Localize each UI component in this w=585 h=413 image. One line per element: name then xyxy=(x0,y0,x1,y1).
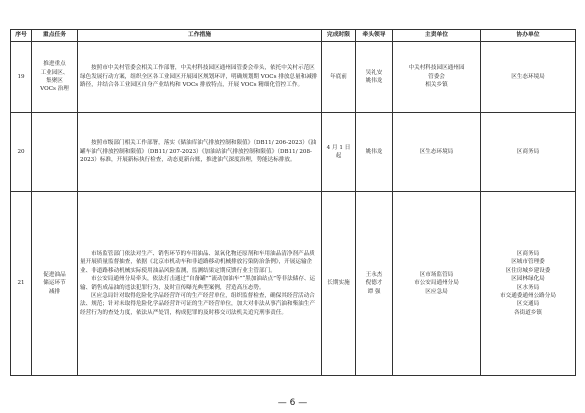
header-task: 重点任务 xyxy=(32,30,78,42)
main-unit: 区市场监管局 xyxy=(419,271,454,278)
main-unit: 区应急局 xyxy=(425,288,448,295)
measures-text: 按照市中关村管委会相关工作部署，中关村科技园区通州园管委会牵头，依托中关村示范区绿色发展行动方案，组织全区各工业园区开展园区规划环评，明确规划期 VOCs 排放总量和减排路径，并结合各工业园区自身产业结构和 VOCs 排放特点，开展 VOCs 精细化管控工作。 xyxy=(80,65,318,89)
support-unit: 区住房城乡建设委 xyxy=(505,267,551,274)
table-row-19 xyxy=(11,42,576,113)
support-unit: 区交通局 xyxy=(516,301,540,308)
task-cell xyxy=(32,113,78,192)
page-number: — 6 — xyxy=(277,398,308,408)
header-main-unit: 主责单位 xyxy=(393,30,481,42)
task-line: VOCs 治理 xyxy=(40,86,69,93)
task-line: 集聚区 xyxy=(46,78,63,84)
support-unit: 区商务局 xyxy=(516,250,540,257)
support-unit: 区生态环境局 xyxy=(511,73,545,80)
support-unit-cell xyxy=(481,113,576,192)
main-unit: 相关乡镇 xyxy=(425,82,448,89)
deadline-cell: 长期实施 xyxy=(322,192,356,376)
task-table xyxy=(10,29,576,376)
support-unit: 区城市管理委 xyxy=(511,259,545,266)
support-unit-cell xyxy=(481,192,576,376)
lead-name: 王永杰 xyxy=(365,271,383,278)
header-lead: 牵头领导 xyxy=(356,30,393,42)
main-unit: 管委会 xyxy=(428,73,445,80)
header-deadline: 完成时限 xyxy=(322,30,356,42)
main-unit-cell xyxy=(393,192,481,376)
support-unit-cell xyxy=(481,42,576,113)
lead-name: 姚伟龙 xyxy=(365,78,383,84)
main-unit: 中关村科技园区通州园 xyxy=(408,65,465,72)
deadline-cell: 4 月 1 日起 xyxy=(322,113,356,192)
measures-cell xyxy=(78,113,322,192)
task-line: 储运环节 xyxy=(43,280,66,287)
main-unit-cell xyxy=(393,113,481,192)
task-line: 推进重点 xyxy=(43,61,66,68)
lead-cell xyxy=(356,113,393,192)
task-cell xyxy=(32,192,78,376)
deadline-cell: 年底前 xyxy=(322,42,356,113)
main-unit: 市公安局通州分局 xyxy=(414,280,459,287)
measures-text: 按照市级部门相关工作部署，落实《储油库油气排放控制和限值》（DB11/ 206-2023）《油罐车油气排放控制和限值》（DB11/ 207-2023）《加油站油气排放控制和限值》（DB11/ 208-2023）标准，开展新标执行检查，动态更新台账，推进油气深度治理，势能达标排放。 xyxy=(80,140,317,164)
support-unit: 区园林绿化局 xyxy=(511,276,545,283)
table-row-21 xyxy=(11,192,576,376)
measures-cell xyxy=(78,192,322,376)
support-unit: 区水务局 xyxy=(516,284,540,291)
table-header-row xyxy=(11,30,576,42)
lead-name: 倪德才 xyxy=(365,280,383,287)
lead-name: 姚伟龙 xyxy=(365,148,383,155)
table-row-20 xyxy=(11,113,576,192)
lead-name: 吴礼安 xyxy=(365,69,383,76)
measures-paragraph: 市场监管部门依法对生产、销售环节的车用油品、氮氧化物还原剂和车用油品清净剂产品质量开展质量监督抽查，依据《北京市机动车和非道路移动机械排放污染防治条例》，开展运输企业、非道路移动机械实际使用油品风险监测，监测结果定期反馈行业主管部门。 xyxy=(80,250,315,274)
support-unit: 区商务局 xyxy=(516,148,540,155)
task-line: 减排 xyxy=(48,288,61,295)
measures-cell xyxy=(78,42,322,113)
main-unit-cell xyxy=(393,42,481,113)
support-unit: 市交通委通州公路分局 xyxy=(500,292,556,299)
seq-cell: 19 xyxy=(11,42,32,113)
seq-cell: 21 xyxy=(11,192,32,376)
measures-paragraph: 区应急局针对取得危险化学品经营许可的生产经营单位，组织监督检查，确保其经营活动合法、规范；针对未取得危险化学品经营许可证的生产经营单位，加大对非法从事汽油和柴油生产经营行为的查处力度，依法从严处罚，构成犯罪的及时移交司法机关追究刑事责任。 xyxy=(80,292,315,316)
task-line: 促进油品 xyxy=(43,271,66,278)
task-line: 工业园区、 xyxy=(40,69,69,76)
header-seq: 序号 xyxy=(11,30,32,42)
lead-cell xyxy=(356,42,393,113)
task-cell xyxy=(32,42,78,113)
lead-cell xyxy=(356,192,393,376)
measures-paragraph: 市公安局通州分局牵头，依法打击通过“自备罐”“流动加油车”“黑加油站点”等非法储存、运输、销售成品油的违法犯罪行为，及时宣传曝光典型案例，营造高压态势。 xyxy=(80,276,316,291)
seq-cell: 20 xyxy=(11,113,32,192)
lead-name: 谭 强 xyxy=(367,288,381,295)
header-measures: 工作措施 xyxy=(78,30,322,42)
main-unit: 区生态环境局 xyxy=(419,148,454,155)
support-unit: 各街道乡镇 xyxy=(514,309,542,316)
header-support-unit: 协办单位 xyxy=(481,30,576,42)
